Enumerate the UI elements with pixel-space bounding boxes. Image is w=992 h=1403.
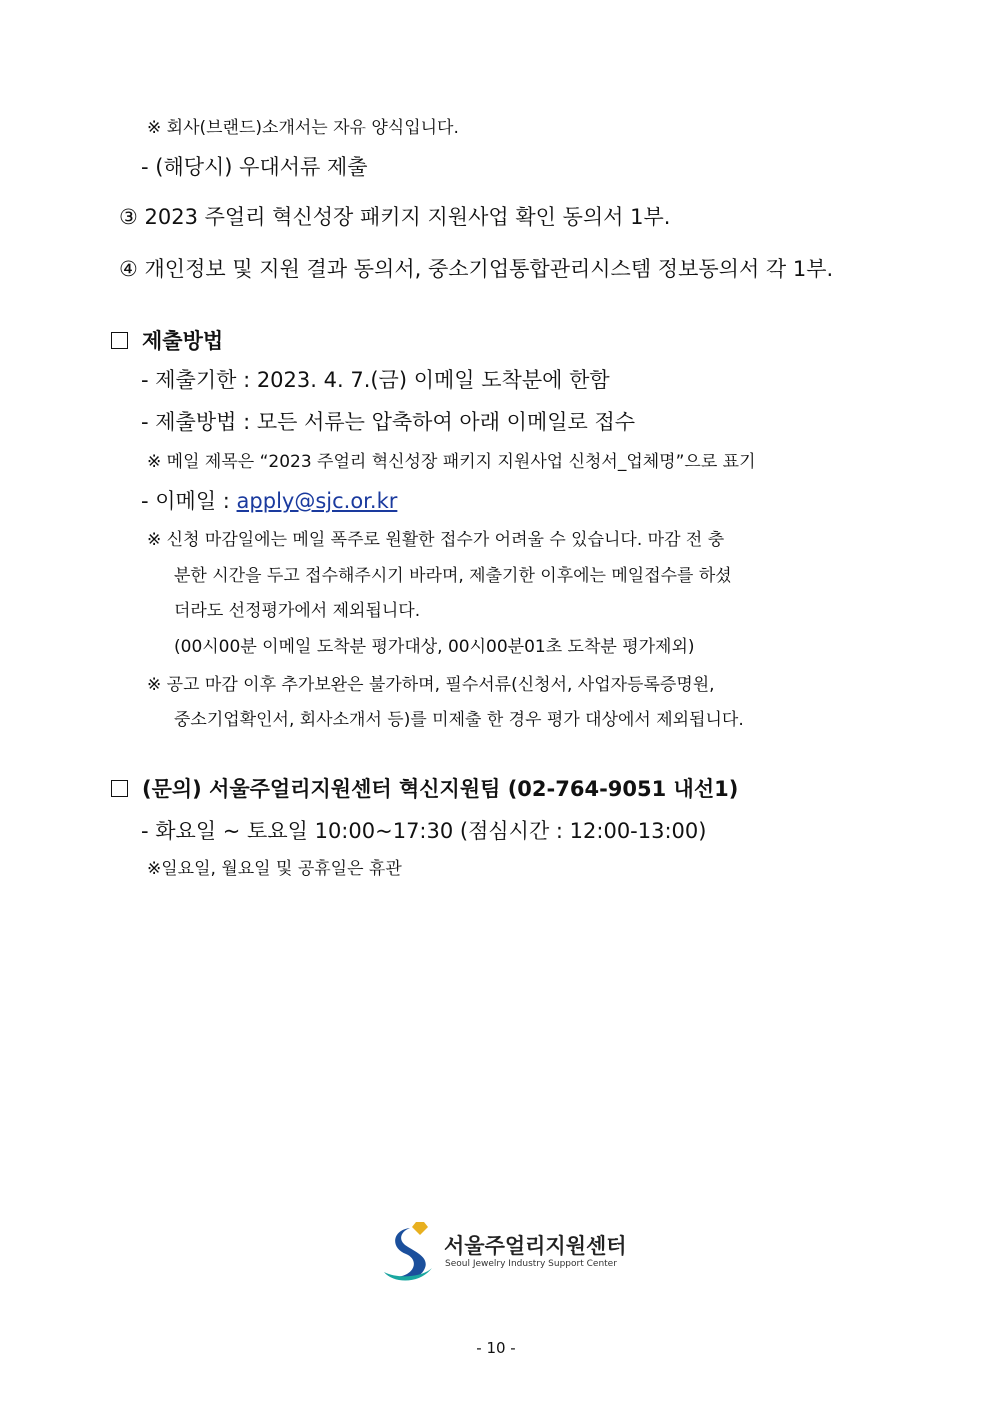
- submission-section-heading: [111, 331, 223, 352]
- doc-item-3: ③ 2023 주얼리 혁신성장 패키지 지원사업 확인 동의서 1부.: [119, 205, 671, 229]
- email-title-note: ※ 메일 제목은 “2023 주얼리 혁신성장 패키지 지원사업 신청서_업체명”으로 표기: [147, 452, 756, 472]
- jewel-s-logo-icon: [380, 1218, 444, 1286]
- page-number: - 10 -: [476, 1339, 516, 1357]
- doc-item-4: ④ 개인정보 및 지원 결과 동의서, 중소기업통합관리시스템 정보동의서 각 1부.: [119, 257, 834, 281]
- office-hours: - 화요일 ~ 토요일 10:00~17:30 (점심시간 : 12:00-13:00): [141, 819, 707, 843]
- email-link[interactable]: apply@sjc.or.kr: [236, 489, 398, 513]
- email-label: - 이메일 :: [141, 489, 237, 513]
- deadline-note-line-4: (00시00분 이메일 도착분 평가대상, 00시00분01초 도착분 평가제외): [174, 637, 695, 657]
- supplement-note-line-2: 중소기업확인서, 회사소개서 등)를 미제출 한 경우 평가 대상에서 제외됩니다.: [174, 710, 744, 730]
- deadline-note-line-1: ※ 신청 마감일에는 메일 폭주로 원활한 접수가 어려울 수 있습니다. 마감 전 충: [147, 530, 725, 550]
- deadline-note-line-2: 분한 시간을 두고 접수해주시기 바라며, 제출기한 이후에는 메일접수를 하셨: [174, 566, 732, 586]
- deadline-note-line-3: 더라도 선정평가에서 제외됩니다.: [174, 601, 421, 621]
- logo-subtitle: Seoul Jewelry Industry Support Center: [445, 1259, 617, 1269]
- email-line: [141, 491, 397, 512]
- preferential-docs-item: - (해당시) 우대서류 제출: [141, 155, 368, 179]
- inquiry-section-heading: [111, 779, 738, 800]
- checkbox-square-icon: [111, 332, 128, 349]
- submission-deadline: - 제출기한 : 2023. 4. 7.(금) 이메일 도착분에 한함: [141, 368, 610, 392]
- company-intro-note: ※ 회사(브랜드)소개서는 자유 양식입니다.: [147, 118, 459, 138]
- logo-title: 서울주얼리지원센터: [444, 1234, 627, 1258]
- inquiry-heading-text: (문의) 서울주얼리지원센터 혁신지원팀 (02-764-9051 내선1): [142, 777, 739, 801]
- checkbox-square-icon: [111, 780, 128, 797]
- closed-days-note: ※일요일, 월요일 및 공휴일은 휴관: [147, 859, 402, 879]
- submission-heading-text: 제출방법: [142, 329, 224, 353]
- supplement-note-line-1: ※ 공고 마감 이후 추가보완은 불가하며, 필수서류(신청서, 사업자등록증명원,: [147, 675, 715, 695]
- submission-method: - 제출방법 : 모든 서류는 압축하여 아래 이메일로 접수: [141, 410, 636, 434]
- center-logo: [380, 1218, 627, 1286]
